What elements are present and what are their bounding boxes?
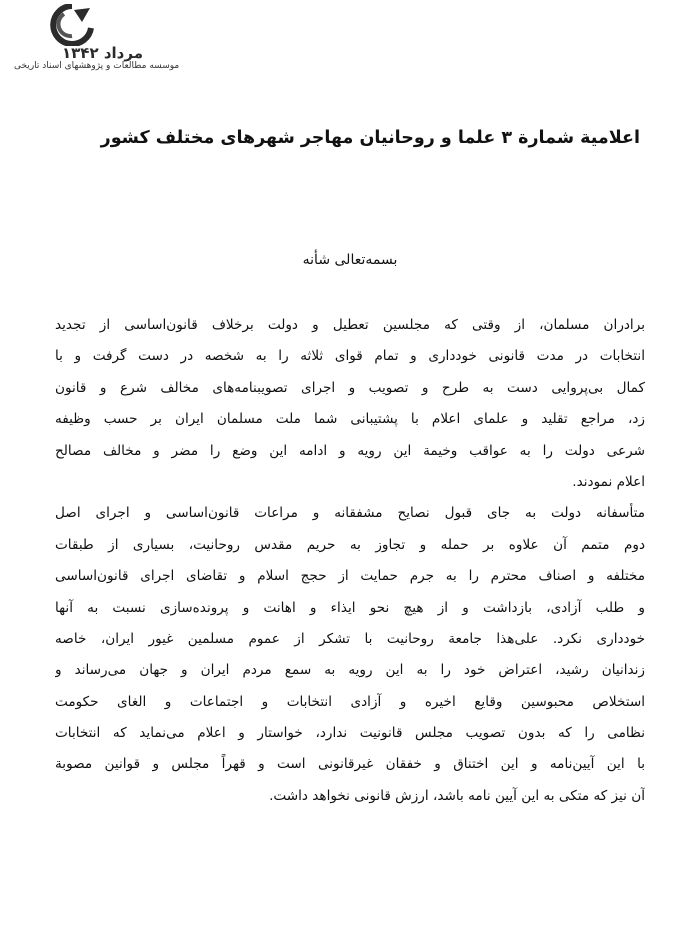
body-line: متأسفانه دولت به جای قبول نصایح مشفقانه و مراعات قانون‌اساسی و اجرای اصل <box>55 505 645 522</box>
logo-number: مرداد ۱۳۴۲ <box>62 44 144 62</box>
body-line: و طلب آزادی، بازداشت و از هیچ نحو ایذاء و اهانت و پرونده‌سازی نسبت به آنها <box>55 599 645 616</box>
body-line: با این آیین‌نامه و این اختناق و خفقان غیرقانونی است و قهراً مجلس و قوانین مصوبة <box>55 756 645 773</box>
body-line: نظامی را که بدون تصویب مجلس قانونیت ندارد، خواستار و اعلام می‌نماید که انتخابات <box>55 725 645 742</box>
body-line: خودداری نکرد. علی‌هذا جامعة روحانیت با تشکر از عموم مسلمین غیور ایران، خاصه <box>55 630 645 647</box>
body-line: شرعی دولت را به عواقب وخیمة این رویه و ادامه این وضع را مضر و مخالف مصالح <box>55 442 645 459</box>
archive-logo <box>6 4 180 72</box>
body-line: مختلفه و اصناف محترم را به جرم حمایت از حجج اسلام و تقاضای اجرای قانون‌اساسی <box>55 568 645 585</box>
archive-logo-icon <box>46 4 98 46</box>
document-title: اعلامیة شمارة ۳ علما و روحانیان مهاجر شهرهای مختلف کشور <box>100 128 640 148</box>
body-line: زندانیان رشید، اعتراض خود را به این رویه به سمع مردم ایران و جهان می‌رساند و <box>55 662 645 679</box>
body-line: دوم متمم آن علاوه بر حمله و تجاوز به حریم مقدس روحانیت، بسیاری از طبقات <box>55 536 645 553</box>
body-line: برادران مسلمان، از وقتی که مجلسین تعطیل و دولت برخلاف قانون‌اساسی از تجدید <box>55 317 645 333</box>
body-line: انتخابات در مدت قانونی خودداری و تمام قوای ثلاثه را به شخصه در دست گرفت و با <box>55 348 645 365</box>
body-line: آن نیز که متکی به این آیین نامه باشد، ارزش قانونی نخواهد داشت. <box>269 787 645 804</box>
logo-caption: موسسه مطالعات و پژوهشهای اسناد تاریخی <box>14 61 180 71</box>
body-line: کمال بی‌پروایی دست به طرح و تصویب و اجرای تصویبنامه‌های مخالف شرع و قانون <box>55 379 645 396</box>
body-line: استخلاص محبوسین وقایع اخیره و آزادی انتخابات و اجتماعات و الغای حکومت <box>55 693 645 710</box>
body-line: اعلام نمودند. <box>572 473 645 490</box>
body-line: زد، مراجع تقلید و علمای اعلام با پشتیبانی شما ملت مسلمان ایران بر حسب وظیفه <box>55 411 645 428</box>
document-body <box>55 310 645 812</box>
invocation: بسمه‌تعالی شأنه <box>302 252 398 268</box>
